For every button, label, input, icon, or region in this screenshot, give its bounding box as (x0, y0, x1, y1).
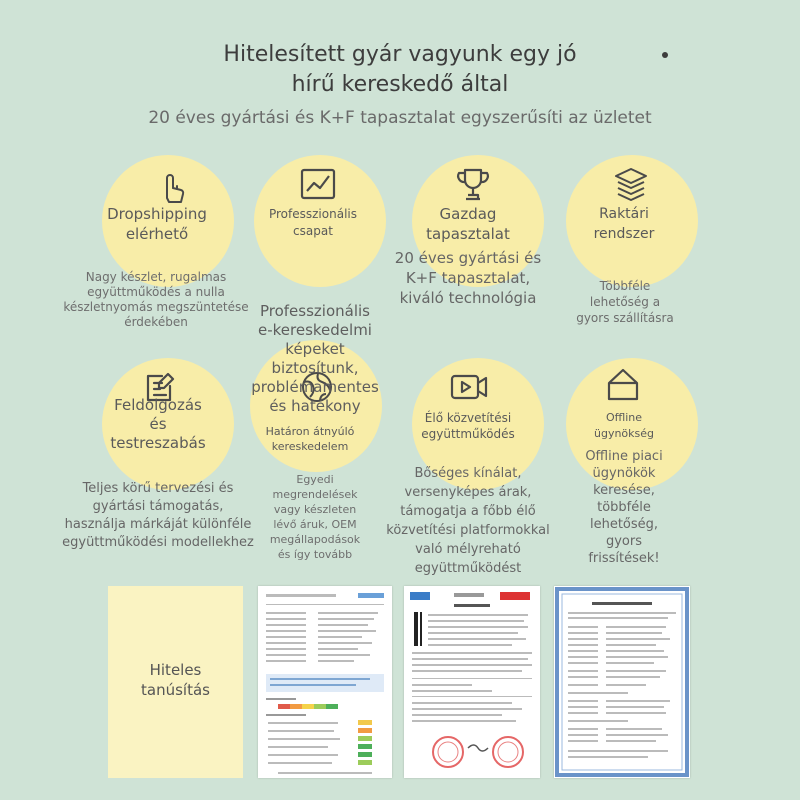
certificate-document-2 (404, 586, 540, 778)
layers-icon (610, 164, 652, 206)
feature-title-customization: Feldolgozás és testreszabás (110, 396, 206, 452)
trophy-icon (452, 164, 494, 206)
page-title (0, 40, 800, 100)
certificate-document-3 (554, 586, 690, 778)
page-subtitle: 20 éves gyártási és K+F tapasztalat egyszerűsíti az üzletet (148, 108, 652, 128)
feature-desc-experience: 20 éves gyártási és K+F tapasztalat, kiváló technológia (394, 249, 542, 307)
feature-desc-team: Professzionális e-kereskedelmi képeket biztosítunk, problémamentes és hatékony (251, 302, 379, 415)
video-play-icon (448, 366, 490, 408)
house-icon (602, 364, 644, 406)
page-title-line-2: hírű kereskedő által (291, 72, 509, 97)
feature-title-offline: Offline ügynökség (593, 411, 655, 440)
feature-desc-warehouse: Többféle lehetőség a gyors szállításra (576, 279, 674, 325)
feature-desc-crossborder: Egyedi megrendelések vagy készleten lévő áruk, OEM megállapodások és így tovább (269, 473, 361, 561)
feature-title-warehouse: Raktári rendszer (593, 206, 655, 242)
feature-title-livestream: Élő közvetítési együttműködés (421, 411, 515, 441)
feature-desc-offline: Offline piaci ügynökök keresése, többféle lehetőség, gyors frissítések! (585, 449, 663, 566)
feature-desc-livestream: Bőséges kínálat, versenyképes árak, támogatja a főbb élő közvetítési platformokkal való mélyreható együttműködést (386, 466, 550, 576)
page-title-line-1: Hitelesített gyár vagyunk egy jó (223, 42, 577, 67)
title-decoration-dot (662, 52, 668, 58)
feature-title-dropshipping: Dropshipping elérhető (107, 205, 207, 243)
certification-label: Hiteles tanúsítás (141, 661, 210, 699)
image-frame-icon (297, 164, 339, 206)
feature-desc-dropshipping: Nagy készlet, rugalmas együttműködés a nulla készletnyomás megszüntetése érdekében (63, 270, 249, 329)
feature-title-experience: Gazdag tapasztalat (426, 205, 510, 243)
feature-desc-customization: Teljes körű tervezési és gyártási támogatás, használja márkáját különféle együttműködési modellekhez (62, 481, 254, 550)
feature-title-team: Professzionális csapat (268, 207, 357, 238)
feature-title-crossborder: Határon átnyúló kereskedelem (265, 425, 355, 453)
certificate-document-1 (258, 586, 392, 778)
